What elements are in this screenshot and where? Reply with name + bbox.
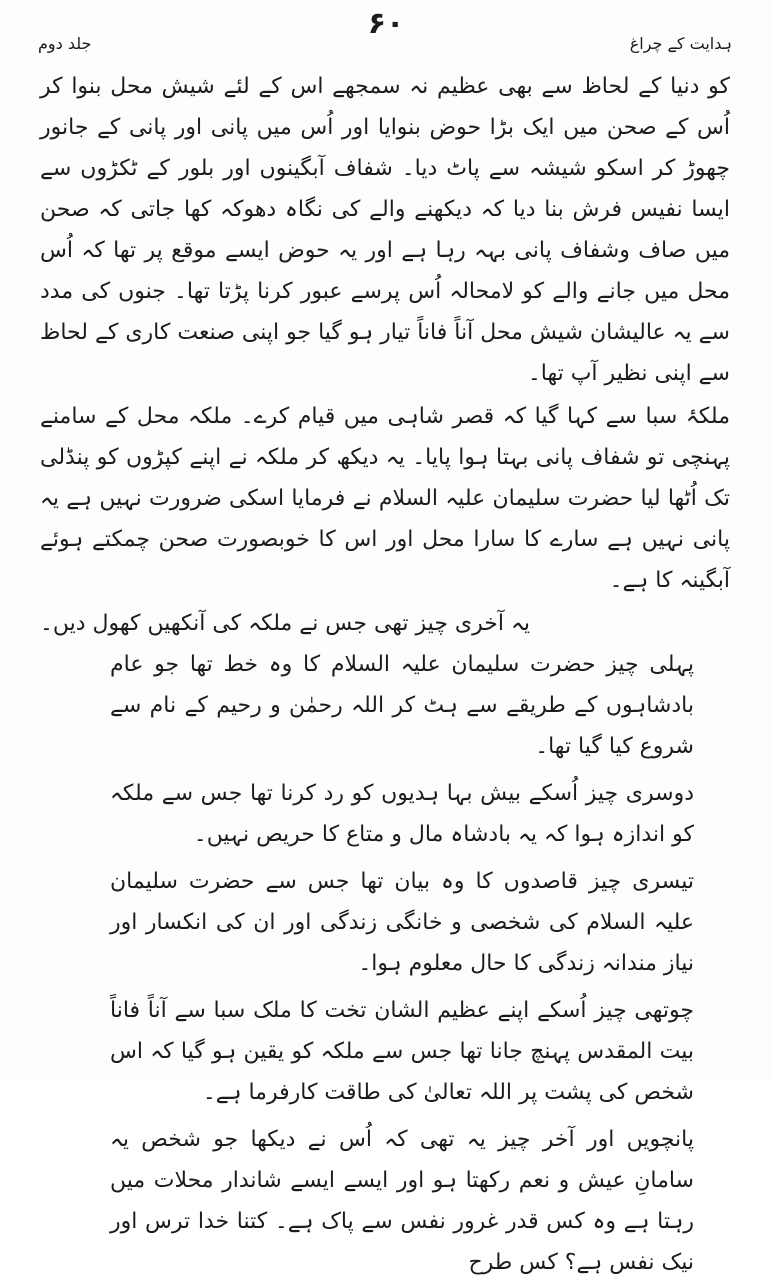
list-item: دوسری چیز اُسکے بیش بہا ہدیوں کو رد کرنا تھا جس سے ملکہ کو اندازہ ہوا کہ یہ بادشاہ مال و متاع کا حریص نہیں۔	[110, 781, 694, 847]
list-item: چوتھی چیز اُسکے اپنے عظیم الشان تخت کا ملک سبا سے آناً فاناً بیت المقدس پہنچ جانا تھا جس سے ملکہ کو یقین ہو گیا کہ اس شخص کی پشت پر اللہ تعالیٰ کی طاقت کارفرما ہے۔	[110, 998, 694, 1105]
list-item: پانچویں اور آخر چیز یہ تھی کہ اُس نے دیکھا جو شخص یہ سامانِ عیش و نعم رکھتا ہو اور ایسے ایسے شاندار محلات میں رہتا ہے وہ کس قدر غرور نفس سے پاک ہے۔ کتنا خدا ترس اور نیک نفس ہے؟ کس طرح	[110, 1127, 694, 1275]
list-item: پہلی چیز حضرت سلیمان علیہ السلام کا وہ خط تھا جو عام بادشاہوں کے طریقے سے ہٹ کر اللہ رحمٰن و رحیم کے نام سے شروع کیا گیا تھا۔	[110, 652, 694, 759]
page-body	[40, 66, 730, 1283]
intro-line: یہ آخری چیز تھی جس نے ملکہ کی آنکھیں کھول دیں۔	[39, 611, 530, 636]
page-number: ۶۰	[367, 6, 405, 41]
body-paragraph: ملکۂ سبا سے کہا گیا کہ قصر شاہی میں قیام کرے۔ ملکہ محل کے سامنے پہنچی تو شفاف پانی بہتا ہوا پایا۔ یہ دیکھ کر ملکہ نے اپنے کپڑوں کو پنڈلی تک اُٹھا لیا حضرت سلیمان علیہ السلام نے فرمایا اسکی ضرورت نہیں ہے یہ پانی نہیں ہے سارے کا سارا محل اور اس کا خوبصورت صحن چمکتے ہوئے آبگینہ کا ہے۔	[40, 404, 730, 593]
volume-label: جلد دوم	[38, 34, 92, 53]
body-paragraph: کو دنیا کے لحاظ سے بھی عظیم نہ سمجھے اس کے لئے شیش محل بنوا کر اُس کے صحن میں ایک بڑا حوض بنوایا اور اُس میں پانی اور پانی کے جانور چھوڑ کر اسکو شیشہ سے پاٹ دیا۔ شفاف آبگینوں اور بلور کے ٹکڑوں سے ایسا نفیس فرش بنا دیا کہ دیکھنے والے کی نگاہ دھوکہ کھا جاتی کہ صحن میں صاف وشفاف پانی بہہ رہا ہے اور یہ حوض ایسے موقع پر تھا کہ اُس محل میں جانے والے کو لامحالہ اُس پرسے عبور کرنا پڑتا تھا۔ جنوں کی مدد سے یہ عالیشان شیش محل آناً فاناً تیار ہو گیا جو اپنی صنعت کاری کے لحاظ سے اپنی نظیر آپ تھا۔	[40, 74, 730, 386]
running-title: ہدایت کے چراغ	[629, 34, 732, 53]
list-item: تیسری چیز قاصدوں کا وہ بیان تھا جس سے حضرت سلیمان علیہ السلام کی شخصی و خانگی زندگی اور ان کی انکسار اور نیاز مندانہ زندگی کا حال معلوم ہوا۔	[110, 869, 694, 976]
